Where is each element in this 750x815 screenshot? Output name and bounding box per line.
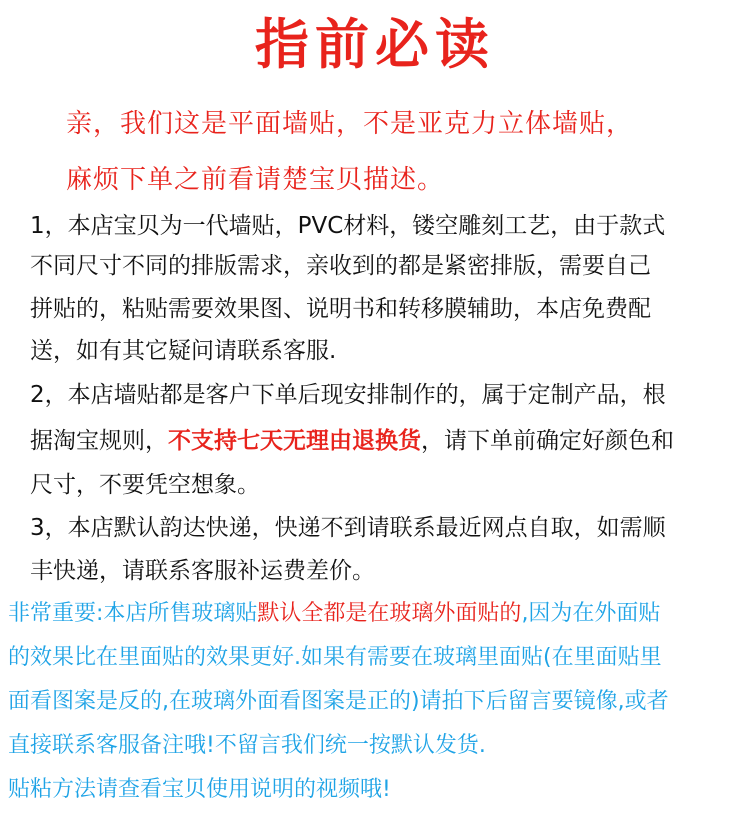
point1-line-3: 拼贴的，粘贴需要效果图、说明书和转移膜辅助，本店免费配 [30,296,651,322]
important-red-note: 默认全都是在玻璃外面贴的 [257,601,522,626]
intro-line-2: 麻烦下单之前看请楚宝贝描述。 [66,165,445,195]
important-line-3: 面看图案是反的,在玻璃外面看图案是正的)请拍下后留言要镜像,或者 [8,689,669,714]
no-returns-warning: 不支持七天无理由退换货 [168,428,421,454]
important-prefix: 非常重要:本店所售玻璃贴 [8,601,258,626]
point2-line-2 [30,421,674,461]
point3-line-2: 丰快递，请联系客服补运费差价。 [30,558,375,584]
point2-line-1: 2，本店墙贴都是客户下单后现安排制作的，属于定制产品，根 [30,382,666,408]
point2-line-2-prefix: 据淘宝规则， [30,428,168,454]
point2-line-3: 尺寸，不要凭空想象。 [30,472,260,498]
point1-line-4: 送，如有其它疑问请联系客服. [30,338,337,364]
point3-line-1: 3，本店默认韵达快递，快递不到请联系最近网点自取，如需顺 [30,515,666,541]
important-line-2: 的效果比在里面贴的效果更好.如果有需要在玻璃里面贴(在里面贴里 [8,645,662,670]
point2-line-2-suffix: ，请下单前确定好颜色和 [421,428,674,454]
intro-line-1: 亲，我们这是平面墙贴，不是亚克力立体墙贴， [66,109,634,139]
important-line-5: 贴粘方法请查看宝贝使用说明的视频哦! [8,777,391,802]
important-line-4: 直接联系客服备注哦!不留言我们统一按默认发货. [8,733,486,758]
point1-line-2: 不同尺寸不同的排版需求，亲收到的都是紧密排版，需要自己 [30,253,651,279]
page-title: 指前必读 [255,13,495,76]
point1-line-1: 1，本店宝贝为一代墙贴，PVC材料，镂空雕刻工艺，由于款式 [30,213,666,239]
important-suffix: ,因为在外面贴 [521,601,661,626]
important-line-1 [8,594,660,634]
